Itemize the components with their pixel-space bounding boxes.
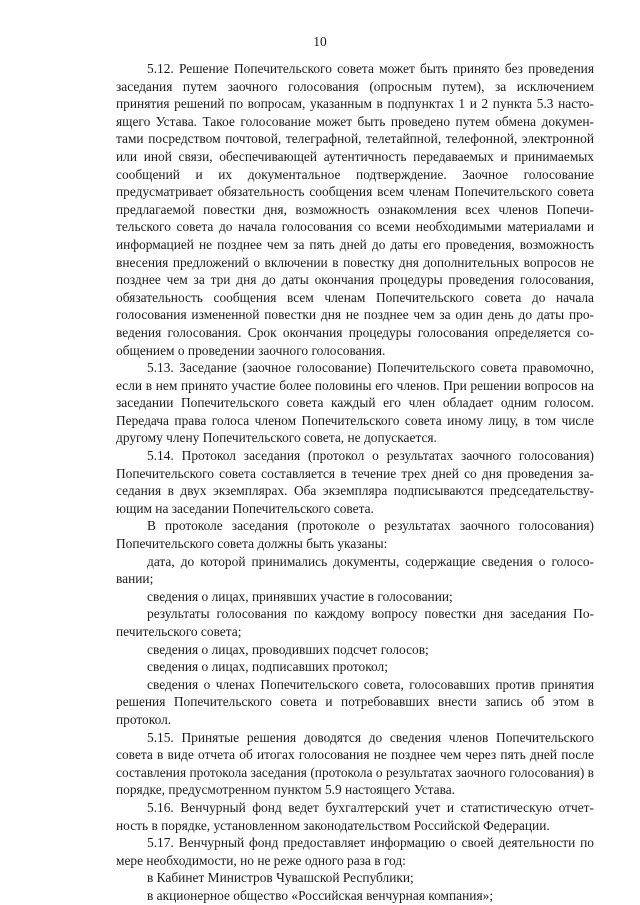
paragraph-5-17: 5.17. Венчурный фонд предоставляет информацию о своей деятельности по мере необходимости, но не реже одного раза в год: xyxy=(116,835,594,868)
list-item-signers: сведения о лицах, подписавших протокол; xyxy=(147,659,388,675)
list-item-date: дата, до которой принимались документы, содержащие сведения о голосовании; xyxy=(116,553,594,587)
list-item-cabinet: в Кабинет Министров Чувашской Республики; xyxy=(147,870,414,886)
list-item-results: результаты голосования по каждому вопросу повестки дня заседания Попечительского совета; xyxy=(116,606,594,639)
document-body xyxy=(116,60,594,905)
list-item-rvc: в акционерное общество «Российская венчурная компания»; xyxy=(147,887,494,903)
paragraph-5-14: 5.14. Протокол заседания (протокол о результатах заочного голосования) Попечительского совета составляется в течение трех дней со дня проведения заседания в двух экземплярах. Оба экземпляра подписываются председательствующим на заседании Попечительского совета. xyxy=(116,448,594,516)
paragraph-protocol-intro: В протоколе заседания (протоколе о результатах заочного голосования) Попечительского совета должны быть указаны: xyxy=(116,518,594,552)
paragraph-5-13: 5.13. Заседание (заочное голосование) Попечительского совета правомочно, если в нем принято участие более половины его членов. При решении вопросов на заседании Попечительского совета каждый его член обладает одним голосом. Передача права голоса членом Попечительского совета иному лицу, в том числе другому члену Попечительского совета, не допускается. xyxy=(116,360,594,446)
list-item-objectors: сведения о членах Попечительского совета, голосовавших против принятия решения Попечительского совета и потребовавших внести запись об этом в протокол. xyxy=(116,676,594,727)
paragraph-5-15: 5.15. Принятые решения доводятся до сведения членов Попечительского совета в виде отчета об итогах голосования не позднее чем через пять дней после составления протокола заседания (протокола о результатах заочного голосования) в порядке, предусмотренном пунктом 5.9 настоящего Устава. xyxy=(116,729,594,798)
paragraph-5-12: 5.12. Решение Попечительского совета может быть принято без проведения заседания путем заочного голосования (опросным путем), за исключением принятия решений по вопросам, указанным в подпунктах 1 и 2 пункта 5.3 настоящего Устава. Такое голосование может быть проведено путем обмена документами посредством почтовой, телеграфной, телетайпной, телефонной, электронной или иной связи, обеспечивающей аутентичность передаваемых и принимаемых сообщений и их документальное подтверждение. Заочное голосование предусматривает обязательность сообщения всем членам Попечительского совета предлагаемой повестки дня, возможность ознакомления всех членов Попечительского совета до начала голосования со всеми необходимыми материалами и информацией не позднее чем за пять дней до даты его проведения, возможность внесения предложений о включении в повестку дня дополнительных вопросов не позднее чем за три дня до даты окончания процедуры проведения голосования, обязательность сообщения всем членам Попечительского совета до начала голосования измененной повестки дня не позднее чем за один день до даты проведения голосования. Срок окончания процедуры голосования определяется сообщением о проведении заочного голосования. xyxy=(116,61,594,358)
page-number: 10 xyxy=(313,34,327,49)
list-item-participants: сведения о лицах, принявших участие в голосовании; xyxy=(147,588,453,604)
list-item-counters: сведения о лицах, проводивших подсчет голосов; xyxy=(147,641,429,657)
paragraph-5-16: 5.16. Венчурный фонд ведет бухгалтерский учет и статистическую отчетность в порядке, установленном законодательством Российской Федерации. xyxy=(116,799,594,833)
